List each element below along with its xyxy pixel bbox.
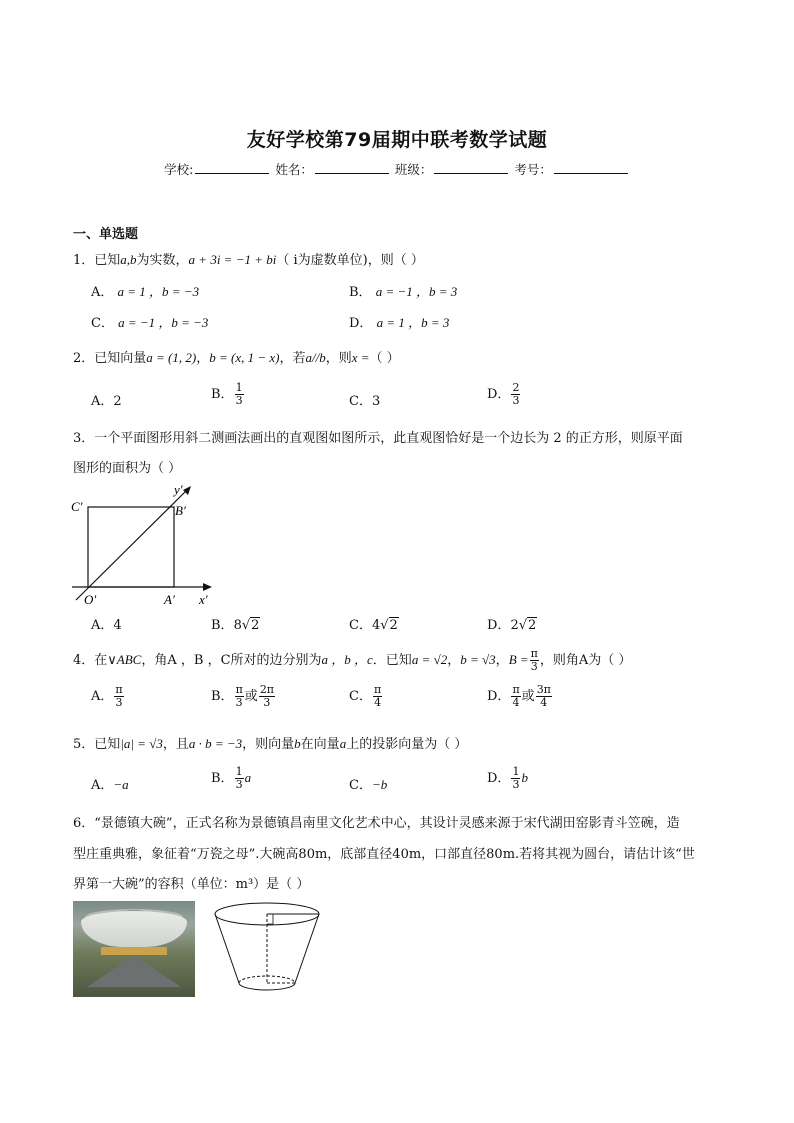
q5-option-c[interactable]: C．−b xyxy=(349,777,388,793)
q1-option-c[interactable]: C． a = −1 ，b = −3 xyxy=(91,315,209,331)
y-axis-arrow xyxy=(183,486,191,495)
class-blank[interactable] xyxy=(434,161,508,174)
bowl-golden-band xyxy=(101,947,167,955)
q1-option-a[interactable]: A． a = 1 ，b = −3 xyxy=(91,284,200,300)
q4-option-b[interactable]: B． $\frac{\pi}{3}$ 或 $\frac{2\pi}{3}$ xyxy=(211,683,275,709)
y-axis xyxy=(76,489,188,600)
label-a: A′ xyxy=(164,592,175,607)
label-b: B′ xyxy=(175,503,186,518)
question-6-line2: 型庄重典雅，象征着“万瓷之母”.大碗高80m，底部直径40m，口部直径80m.若将其视为圆台，请估计该“世 xyxy=(73,847,695,862)
q5-option-b[interactable]: B． $\frac{1}{3}$ a xyxy=(211,765,252,791)
school-label: 学校: xyxy=(164,162,194,177)
label-o: O′ xyxy=(84,592,97,607)
q2-option-b[interactable]: B． $\frac{1}{3}$ xyxy=(211,381,243,407)
question-1: 1．已知a,b为实数，a + 3i = −1 + bi（ i为虚数单位)，则（ ） xyxy=(73,252,424,268)
q5-option-d[interactable]: D． $\frac{1}{3}$ b xyxy=(487,765,528,791)
exam-number-blank[interactable] xyxy=(554,161,628,174)
question-3-line2: 图形的面积为（ ） xyxy=(73,461,182,476)
q1-option-b[interactable]: B． a = −1 ，b = 3 xyxy=(349,284,458,300)
q1-option-d[interactable]: D． a = 1 ，b = 3 xyxy=(349,315,450,331)
page-title: 友好学校第79届期中联考数学试题 xyxy=(246,129,548,151)
label-x: x′ xyxy=(199,592,208,607)
question-6-line1: 6．“景德镇大碗”，正式名称为景德镇昌南里文化艺术中心，其设计灵感来源于宋代湖田窑影青斗笠碗，造 xyxy=(73,816,680,831)
big-bowl-photo xyxy=(73,901,195,997)
name-label: 姓名： xyxy=(275,162,313,177)
q4-option-d[interactable]: D． $\frac{\pi}{4}$ 或 $\frac{3\pi}{4}$ xyxy=(487,683,551,709)
student-info-line xyxy=(0,160,794,178)
question-6-line3: 界第一大碗”的容积（单位：m³）是（ ） xyxy=(73,877,310,892)
q4-option-a[interactable]: A． $\frac{\pi}{3}$ xyxy=(91,683,123,709)
q2-option-d[interactable]: D． $\frac{2}{3}$ xyxy=(487,381,520,407)
exam-number-label: 考号： xyxy=(514,162,552,177)
q4-option-c[interactable]: C． $\frac{\pi}{4}$ xyxy=(349,683,382,709)
q2-option-c[interactable]: C．3 xyxy=(349,394,381,409)
x-axis-arrow xyxy=(203,583,212,591)
question-5: 5．已知|a| = √3，且a · b = −3，则向量b在向量a上的投影向量为（ ） xyxy=(73,736,468,752)
label-c: C′ xyxy=(71,499,83,514)
q3-option-b[interactable]: B．8√2 xyxy=(211,618,260,633)
name-blank[interactable] xyxy=(315,161,389,174)
q2-option-a[interactable]: A．2 xyxy=(91,394,122,409)
frustum-bottom-front xyxy=(239,983,295,990)
q3-option-a[interactable]: A．4 xyxy=(91,618,122,633)
question-4: 4．在∨ABC，角A ，B ，C所对的边分别为a ，b ，c．已知a = √2，b = √3，B = $\frac{\pi}{3}$ ，则角A为（ ） xyxy=(73,647,632,673)
q3-option-c[interactable]: C．4√2 xyxy=(349,618,398,633)
question-2: 2．已知向量a = (1, 2)，b = (x, 1 − x)，若a//b，则x =（ ） xyxy=(73,350,400,366)
q3-option-d[interactable]: D．2√2 xyxy=(487,618,537,633)
frustum-diagram xyxy=(212,900,322,1000)
bowl-cone-base xyxy=(87,955,181,987)
school-blank[interactable] xyxy=(195,161,269,174)
right-angle-mark xyxy=(267,914,273,924)
label-y: y′ xyxy=(174,482,183,497)
frustum-left-side xyxy=(215,914,239,983)
frustum-right-side xyxy=(295,914,319,983)
q5-option-a[interactable]: A．−a xyxy=(91,777,129,793)
bowl-body xyxy=(81,911,187,947)
oblique-square-figure xyxy=(70,480,220,610)
class-label: 班级： xyxy=(394,162,433,177)
question-3-line1: 3．一个平面图形用斜二测画法画出的直观图如图所示，此直观图恰好是一个边长为 2 的正方形，则原平面 xyxy=(73,431,683,446)
section-title: 一、单选题 xyxy=(73,227,139,242)
